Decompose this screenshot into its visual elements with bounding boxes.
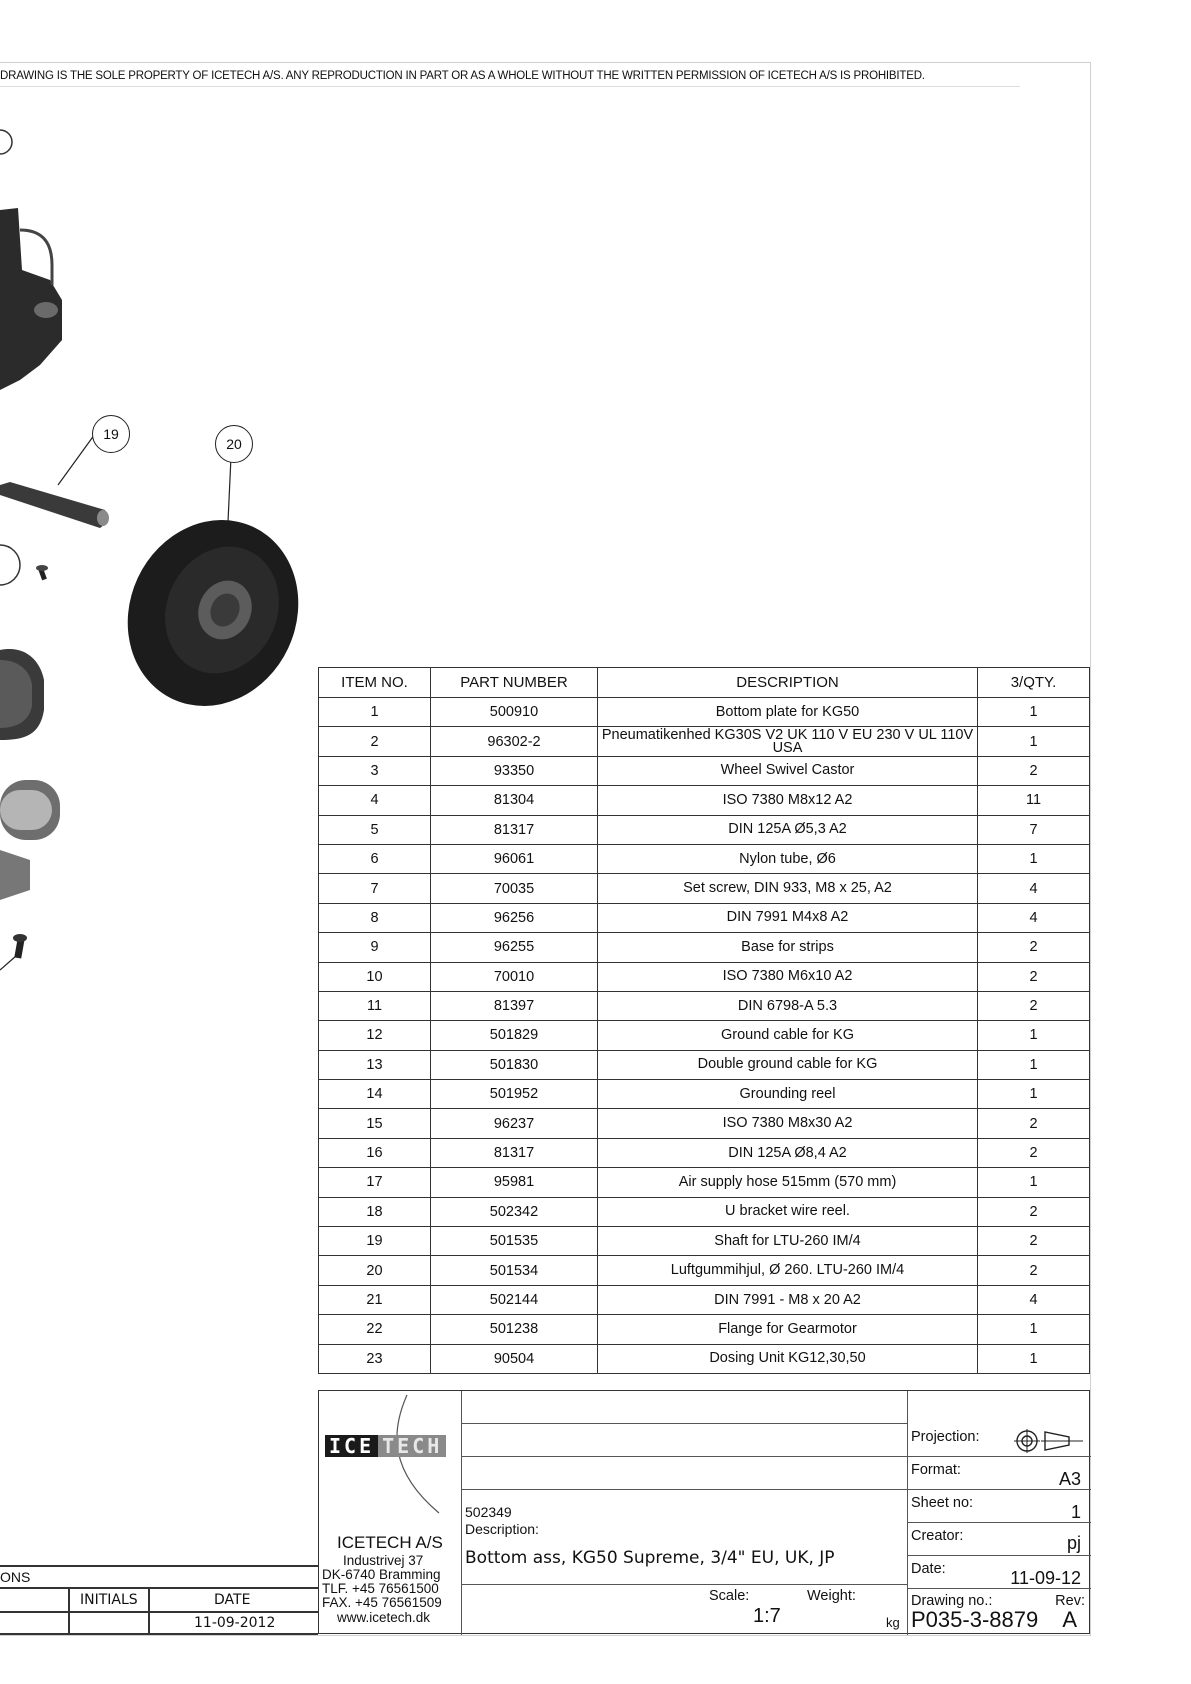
bom-description: Pneumatikenhed KG30S V2 UK 110 V EU 230 V UL 110V USA (598, 727, 978, 756)
bom-quantity: 1 (978, 1344, 1090, 1373)
bom-quantity: 2 (978, 1109, 1090, 1138)
projection-label: Projection: (911, 1429, 980, 1445)
scale-value: 1:7 (753, 1605, 781, 1627)
bom-item-number: 9 (319, 933, 431, 962)
bom-row (319, 933, 1090, 962)
bom-quantity: 1 (978, 1080, 1090, 1109)
bom-quantity: 2 (978, 1138, 1090, 1167)
company-fax: FAX. +45 76561509 (322, 1595, 442, 1610)
bom-item-number: 15 (319, 1109, 431, 1138)
bom-item-number: 16 (319, 1138, 431, 1167)
bom-description: Dosing Unit KG12,30,50 (598, 1344, 978, 1373)
bom-quantity: 1 (978, 1050, 1090, 1079)
bom-quantity: 2 (978, 1256, 1090, 1285)
bom-description: Ground cable for KG (598, 1021, 978, 1050)
frame-bottom-line (0, 1635, 1090, 1636)
bom-item-number: 8 (319, 903, 431, 932)
bom-description: Shaft for LTU-260 IM/4 (598, 1227, 978, 1256)
description-label: Description: (465, 1521, 539, 1537)
bom-quantity: 1 (978, 844, 1090, 873)
bom-description: DIN 125A Ø5,3 A2 (598, 815, 978, 844)
bom-item-number: 12 (319, 1021, 431, 1050)
bom-item-number: 20 (319, 1256, 431, 1285)
bom-row (319, 1168, 1090, 1197)
revision-label: Rev: (1055, 1593, 1085, 1609)
bom-description: DIN 125A Ø8,4 A2 (598, 1138, 978, 1167)
bom-part-number: 96061 (431, 844, 598, 873)
bom-row (319, 727, 1090, 756)
bom-part-number: 501829 (431, 1021, 598, 1050)
bom-item-number: 1 (319, 698, 431, 727)
bom-item-number: 23 (319, 1344, 431, 1373)
bom-part-number: 81397 (431, 991, 598, 1020)
bom-quantity: 2 (978, 933, 1090, 962)
format-label: Format: (911, 1462, 961, 1478)
company-phone: TLF. +45 76561500 (322, 1581, 439, 1596)
bom-description: Set screw, DIN 933, M8 x 25, A2 (598, 874, 978, 903)
revision-date-label: DATE (214, 1592, 251, 1608)
bom-item-number: 18 (319, 1197, 431, 1226)
bom-quantity: 7 (978, 815, 1090, 844)
bom-item-number: 10 (319, 962, 431, 991)
icetech-logo: ICE TECH (325, 1435, 457, 1457)
part-number-value: 502349 (465, 1504, 512, 1520)
bom-quantity: 1 (978, 698, 1090, 727)
bom-description: Double ground cable for KG (598, 1050, 978, 1079)
bom-part-number: 501238 (431, 1315, 598, 1344)
bom-quantity: 4 (978, 874, 1090, 903)
bom-header-item: ITEM NO. (319, 668, 431, 698)
bom-part-number: 500910 (431, 698, 598, 727)
sheet-value: 1 (1070, 1502, 1081, 1522)
bom-part-number: 501952 (431, 1080, 598, 1109)
bom-description: Base for strips (598, 933, 978, 962)
weight-unit: kg (886, 1615, 900, 1630)
exploded-view-drawing (0, 90, 320, 1090)
bom-quantity: 1 (978, 1168, 1090, 1197)
bom-description: ISO 7380 M8x30 A2 (598, 1109, 978, 1138)
drawing-number-value: P035-3-8879 (911, 1607, 1039, 1632)
bom-item-number: 6 (319, 844, 431, 873)
description-value: Bottom ass, KG50 Supreme, 3/4" EU, UK, JP (465, 1548, 835, 1568)
bom-description: Luftgummihjul, Ø 260. LTU-260 IM/4 (598, 1256, 978, 1285)
bom-row (319, 903, 1090, 932)
company-name: ICETECH A/S (337, 1533, 443, 1552)
frame-top-line (0, 62, 1090, 63)
scale-label: Scale: (709, 1588, 750, 1604)
bom-part-number: 96255 (431, 933, 598, 962)
revision-date-value: 11-09-2012 (194, 1615, 276, 1631)
bom-quantity: 2 (978, 1227, 1090, 1256)
bom-quantity: 11 (978, 786, 1090, 815)
revision-value: A (1062, 1607, 1077, 1632)
format-value: A3 (1058, 1469, 1081, 1489)
bom-part-number: 90504 (431, 1344, 598, 1373)
bom-part-number: 95981 (431, 1168, 598, 1197)
bom-row (319, 1197, 1090, 1226)
frame-right-line (1090, 62, 1091, 1636)
bom-part-number: 70010 (431, 962, 598, 991)
date-label: Date: (911, 1561, 946, 1577)
bom-quantity: 1 (978, 1021, 1090, 1050)
bom-row (319, 962, 1090, 991)
bom-part-number: 81304 (431, 786, 598, 815)
bom-item-number: 2 (319, 727, 431, 756)
bom-description: DIN 7991 M4x8 A2 (598, 903, 978, 932)
bom-item-number: 13 (319, 1050, 431, 1079)
company-address-street: Industrivej 37 (343, 1553, 424, 1568)
bom-row (319, 1256, 1090, 1285)
item-balloon-20: 20 (215, 425, 253, 463)
bom-item-number: 19 (319, 1227, 431, 1256)
bom-description: DIN 6798-A 5.3 (598, 991, 978, 1020)
bom-part-number: 96237 (431, 1109, 598, 1138)
bom-item-number: 21 (319, 1285, 431, 1314)
item-balloon-19: 19 (92, 415, 130, 453)
bom-row (319, 756, 1090, 785)
bom-part-number: 93350 (431, 756, 598, 785)
bom-row (319, 1021, 1090, 1050)
revision-block (0, 1565, 318, 1635)
third-angle-projection-icon (1013, 1429, 1087, 1453)
bom-item-number: 7 (319, 874, 431, 903)
bom-quantity: 1 (978, 727, 1090, 756)
bom-description: U bracket wire reel. (598, 1197, 978, 1226)
creator-value: pj (1066, 1533, 1081, 1553)
bom-part-number: 501534 (431, 1256, 598, 1285)
bom-row (319, 1080, 1090, 1109)
bom-item-number: 14 (319, 1080, 431, 1109)
title-block (318, 1390, 1090, 1634)
bom-part-number: 96256 (431, 903, 598, 932)
company-website: www.icetech.dk (337, 1610, 431, 1625)
bom-row (319, 844, 1090, 873)
bom-part-number: 501535 (431, 1227, 598, 1256)
property-notice: DRAWING IS THE SOLE PROPERTY OF ICETECH A/S. ANY REPRODUCTION IN PART OR AS A WHOLE WITHOUT THE WRITTEN PERMISSION OF ICETECH A/S IS PROHIBITED. (0, 66, 1020, 87)
drawing-number-label: Drawing no.: (911, 1593, 993, 1609)
bom-part-number: 502342 (431, 1197, 598, 1226)
date-value: 11-09-12 (1010, 1568, 1081, 1588)
sheet-label: Sheet no: (911, 1495, 974, 1511)
bom-quantity: 4 (978, 1285, 1090, 1314)
bom-row (319, 1285, 1090, 1314)
bom-description: Nylon tube, Ø6 (598, 844, 978, 873)
bom-row (319, 1050, 1090, 1079)
weight-label: Weight: (807, 1588, 856, 1604)
bom-header-description: DESCRIPTION (598, 668, 978, 698)
bom-row (319, 815, 1090, 844)
bom-header-row (319, 668, 1090, 698)
bom-header-part-number: PART NUMBER (431, 668, 598, 698)
bom-item-number: 11 (319, 991, 431, 1020)
bom-description: Wheel Swivel Castor (598, 756, 978, 785)
bom-quantity: 2 (978, 756, 1090, 785)
bom-row (319, 1315, 1090, 1344)
bom-item-number: 3 (319, 756, 431, 785)
bom-header-quantity: 3/QTY. (978, 668, 1090, 698)
bom-description: Bottom plate for KG50 (598, 698, 978, 727)
bom-row (319, 786, 1090, 815)
bom-item-number: 4 (319, 786, 431, 815)
bom-part-number: 81317 (431, 815, 598, 844)
bom-body (319, 698, 1090, 1374)
bom-part-number: 81317 (431, 1138, 598, 1167)
bom-description: ISO 7380 M6x10 A2 (598, 962, 978, 991)
bom-description: Flange for Gearmotor (598, 1315, 978, 1344)
creator-label: Creator: (911, 1528, 964, 1544)
bill-of-materials-table (318, 667, 1090, 1374)
bom-quantity: 2 (978, 1197, 1090, 1226)
bom-row (319, 1138, 1090, 1167)
bom-row (319, 698, 1090, 727)
initials-label: INITIALS (80, 1592, 138, 1608)
company-address-city: DK-6740 Bramming (322, 1567, 441, 1582)
bom-part-number: 502144 (431, 1285, 598, 1314)
bom-item-number: 22 (319, 1315, 431, 1344)
bom-description: Air supply hose 515mm (570 mm) (598, 1168, 978, 1197)
revisions-header: ONS (0, 1569, 31, 1585)
bom-description: ISO 7380 M8x12 A2 (598, 786, 978, 815)
bom-row (319, 874, 1090, 903)
bom-row (319, 1344, 1090, 1373)
bom-part-number: 96302-2 (431, 727, 598, 756)
exploded-view-illustration (0, 90, 320, 1090)
bom-quantity: 4 (978, 903, 1090, 932)
bom-description: Grounding reel (598, 1080, 978, 1109)
bom-item-number: 5 (319, 815, 431, 844)
bom-description: DIN 7991 - M8 x 20 A2 (598, 1285, 978, 1314)
bom-row (319, 1109, 1090, 1138)
bom-quantity: 2 (978, 962, 1090, 991)
bom-row (319, 1227, 1090, 1256)
bom-part-number: 501830 (431, 1050, 598, 1079)
bom-item-number: 17 (319, 1168, 431, 1197)
bom-part-number: 70035 (431, 874, 598, 903)
bom-quantity: 1 (978, 1315, 1090, 1344)
bom-row (319, 991, 1090, 1020)
bom-quantity: 2 (978, 991, 1090, 1020)
